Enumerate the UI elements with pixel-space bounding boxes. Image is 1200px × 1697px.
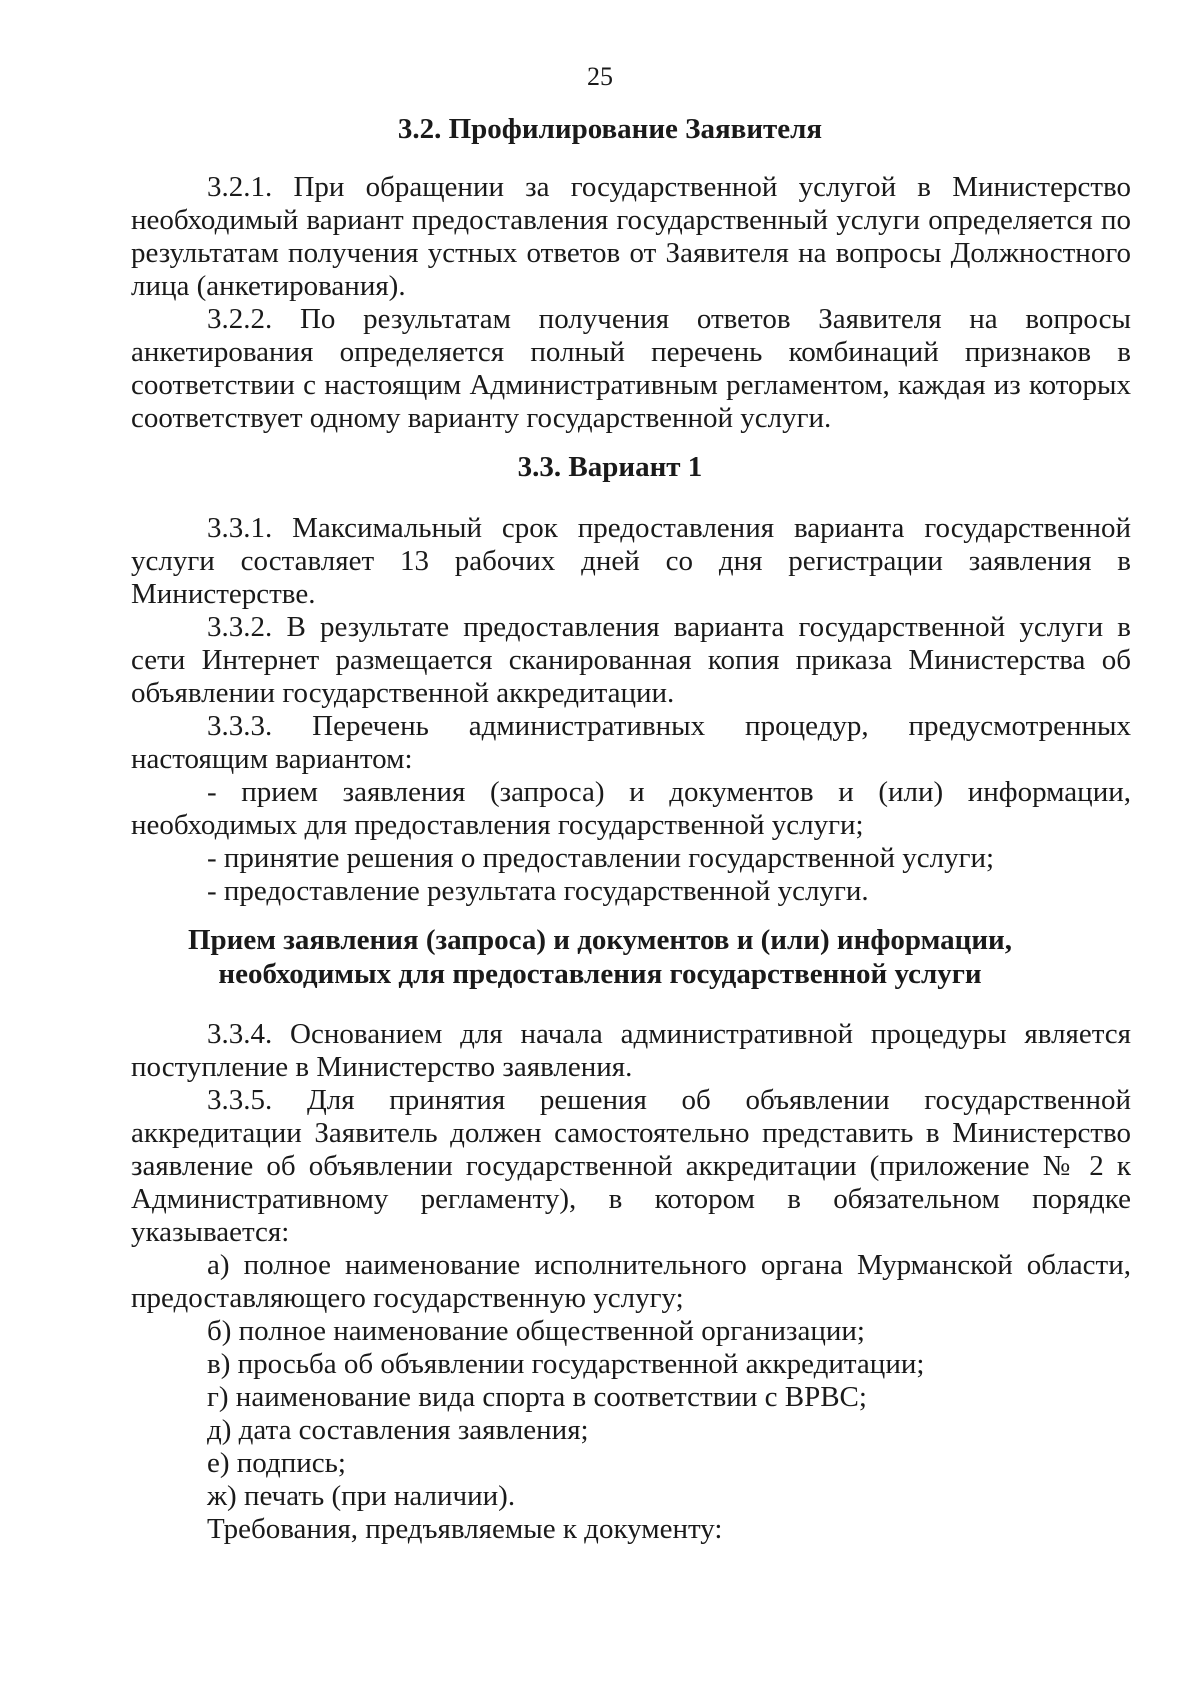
list-item-b: б) полное наименование общественной организации; [207, 1315, 865, 1347]
paragraph-3-3-5 [131, 1084, 1131, 1249]
list-item-dash-1 [131, 776, 1131, 842]
list-item-zh: ж) печать (при наличии). [207, 1480, 516, 1512]
list-item-a [131, 1249, 1131, 1315]
list-item-dash-3: - предоставление результата государственной услуги. [207, 875, 869, 907]
requirements-line: Требования, предъявляемые к документу: [207, 1513, 723, 1545]
paragraph-3-3-2 [131, 611, 1131, 710]
paragraph-3-2-1-text: 3.2.1. При обращении за государственной услугой в Министерство необходимый вариант предоставления государственный услуги определяется по результатам получения устных ответов от Заявителя на вопросы Должностного лица (анкетирования). [131, 171, 1131, 302]
list-item-dash-2: - принятие решения о предоставлении государственной услуги; [207, 842, 995, 874]
list-item-e: е) подпись; [207, 1447, 346, 1479]
paragraph-3-3-3-text: 3.3.3. Перечень административных процедур, предусмотренных настоящим вариантом: [131, 710, 1131, 775]
paragraph-3-3-4 [131, 1018, 1131, 1084]
paragraph-3-3-4-text: 3.3.4. Основанием для начала административной процедуры является поступление в Министерство заявления. [131, 1018, 1131, 1083]
paragraph-3-3-1 [131, 512, 1131, 611]
paragraph-3-3-1-text: 3.3.1. Максимальный срок предоставления варианта государственной услуги составляет 13 рабочих дней со дня регистрации заявления в Министерстве. [131, 512, 1131, 610]
paragraph-3-3-5-text: 3.3.5. Для принятия решения об объявлении государственной аккредитации Заявитель должен самостоятельно представить в Министерство заявление об объявлении государственной аккредитации (приложение № 2 к Административному регламенту), в котором в обязательном порядке указывается: [131, 1084, 1131, 1248]
paragraph-3-2-2-text: 3.2.2. По результатам получения ответов Заявителя на вопросы анкетирования определяется полный перечень комбинаций признаков в соответствии с настоящим Административным регламентом, каждая из которых соответствует одному варианту государственной услуги. [131, 303, 1131, 434]
intake-title-line-1: Прием заявления (запроса) и документов и (или) информации, [187, 924, 1013, 956]
paragraph-3-3-2-text: 3.3.2. В результате предоставления варианта государственной услуги в сети Интернет размещается сканированная копия приказа Министерства об объявлении государственной аккредитации. [131, 611, 1131, 709]
paragraph-3-2-2 [131, 303, 1131, 435]
intake-title-line-2: необходимых для предоставления государственной услуги [218, 958, 982, 990]
section-3-2-title: 3.2. Профилирование Заявителя [397, 113, 823, 145]
paragraph-3-3-3 [131, 710, 1131, 776]
list-item-dash-1-text: - прием заявления (запроса) и документов и (или) информации, необходимых для предоставления государственной услуги; [131, 776, 1131, 841]
list-item-g: г) наименование вида спорта в соответствии с ВРВС; [207, 1381, 867, 1413]
section-3-3-title: 3.3. Вариант 1 [517, 451, 703, 483]
list-item-v: в) просьба об объявлении государственной аккредитации; [207, 1348, 925, 1380]
list-item-a-text: а) полное наименование исполнительного органа Мурманской области, предоставляющего государственную услугу; [131, 1249, 1131, 1314]
list-item-d: д) дата составления заявления; [207, 1414, 589, 1446]
page-number: 25 [587, 62, 613, 91]
paragraph-3-2-1 [131, 171, 1131, 303]
